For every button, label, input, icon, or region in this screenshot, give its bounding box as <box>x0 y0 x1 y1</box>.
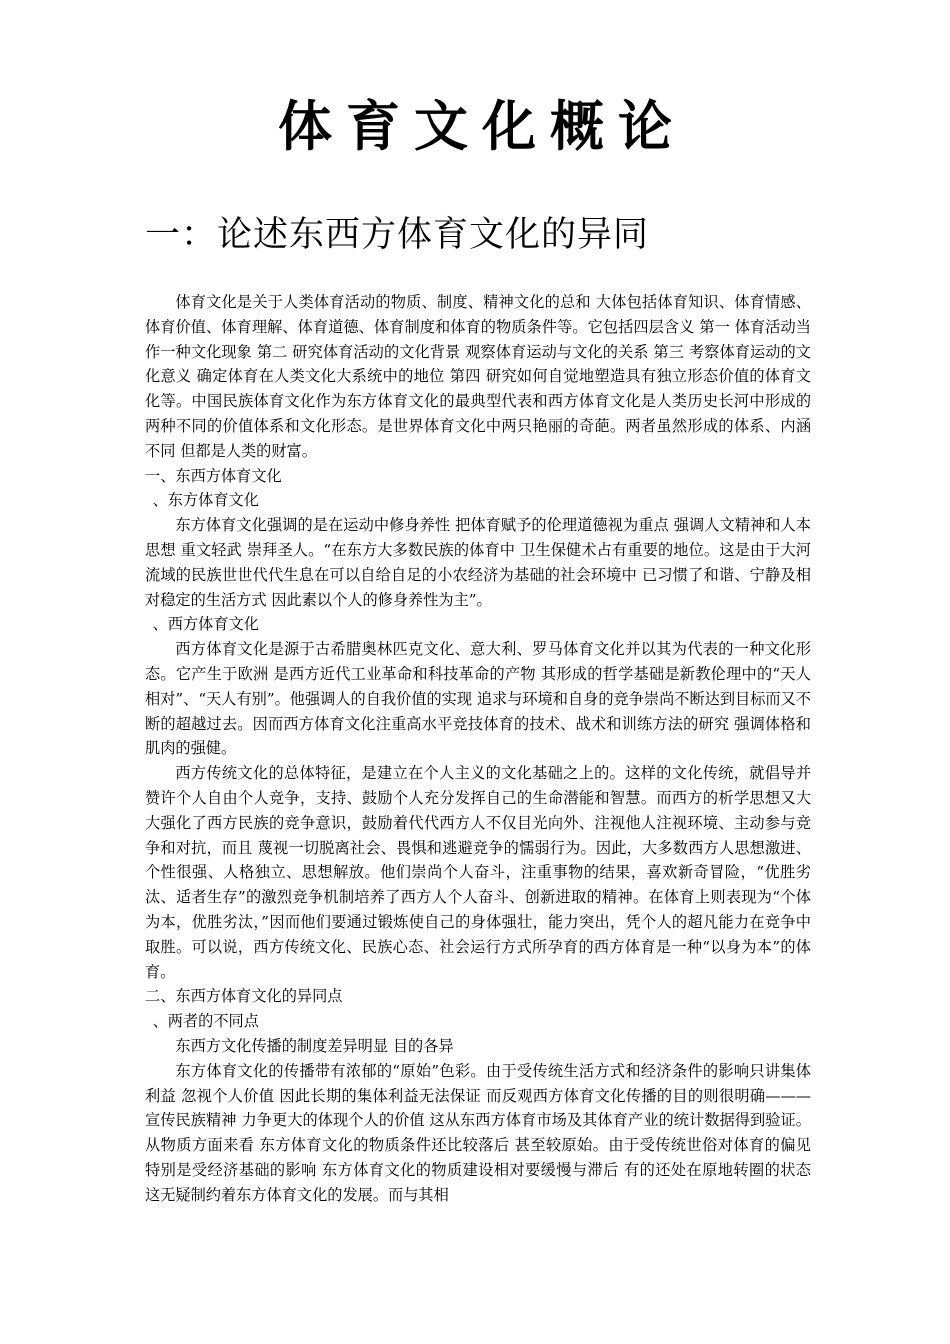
paragraph: 、两者的不同点 <box>152 1012 259 1031</box>
paragraph: 一、东西方体育文化 <box>145 466 282 485</box>
paragraph: 西方传统文化的总体特征，是建立在个人主义的文化基础之上的。这样的文化传统，就倡导并赞许个人自由个人竞争，支持、鼓励个人充分发挥自己的生命潜能和智慧。而西方的析学思想又大大强化了西方民族的竞争意识，鼓励着代代西方人不仅目光向外、注视他人注视环境、主动参与竞争和对抗，而且 蔑视一切脱离社会、畏惧和逃避竞争的懦弱行为。因此，大多数西方人思想激进、个性很强、人格独立、思想解放。他们崇尚个人奋斗，注重事物的结果，喜欢新奇冒险，“优胜劣汰、适者生存”的激烈竞争机制培养了西方人个人奋斗、创新进取的精神。在体育上则表现为“个体为本，优胜劣汰，”因而他们要通过锻炼使自己的身体强壮，能力突出，凭个人的超凡能力在竞争中取胜。可以说，西方传统文化、民族心态、社会运行方式所孕育的西方体育是一种“以身为本”的体育。 <box>145 764 811 981</box>
paragraph: 、东方体育文化 <box>152 491 259 510</box>
paragraph: 体育文化是关于人类体育活动的物质、制度、精神文化的总和 大体包括体育知识、体育情感、体育价值、体育理解、体育道德、体育制度和体育的物质条件等。它包括四层含义 第一 体育活动当作一种文化现象 第二 研究体育活动的文化背景 观察体育运动与文化的关系 第三 考察体育运动的文化意义 确定体育在人类文化大系统中的地位 第四 研究如何自觉地塑造具有独立形态价值的体育文化等。中国民族体育文化作为东方体育文化的最典型代表和西方体育文化是人类历史长河中形成的两种不同的价值体系和文化形态。是世界体育文化中两只艳丽的奇葩。两者虽然形成的体系、内涵不同 但都是人类的财富。 <box>145 293 811 460</box>
paragraph: 西方体育文化是源于古希腊奥林匹克文化、意大利、罗马体育文化并以其为代表的一种文化形态。它产生于欧洲 是西方近代工业革命和科技革命的产物 其形成的哲学基础是新教伦理中的“天人相对”、“天人有别”。他强调人的自我价值的实现 追求与环境和自身的竞争崇尚不断达到目标而又不断的超越过去。因而西方体育文化注重高水平竞技体育的技术、战术和训练方法的研究 强调体格和肌肉的强健。 <box>145 640 811 758</box>
paragraph: 东方体育文化强调的是在运动中修身养性 把体育赋予的伦理道德视为重点 强调人文精神和人本思想 重文轻武 崇拜圣人。“在东方大多数民族的体育中 卫生保健术占有重要的地位。这是由于大河流域的民族世世代代生息在可以自给自足的小农经济为基础的社会环境中 已习惯了和谐、宁静及相对稳定的生活方式 因此素以个人的修身养性为主”。 <box>145 516 811 609</box>
paragraph: 二、东西方体育文化的异同点 <box>145 987 343 1006</box>
document-title: 体育文化概论 <box>278 94 686 158</box>
document-body <box>145 290 811 1207</box>
section-heading: 一：论述东西方体育文化的异同 <box>145 215 650 255</box>
paragraph: 东方体育文化的传播带有浓郁的“原始”色彩。由于受传统生活方式和经济条件的影响只讲集体利益 忽视个人价值 因此长期的集体利益无法保证 而反观西方体育文化传播的目的则很明确———宣传民族精神 力争更大的体现个人的价值 这从东西方体育市场及其体育产业的统计数据得到验证。从物质方面来看 东方体育文化的物质条件还比较落后 甚至较原始。由于受传统世俗对体育的偏见 特别是受经济基础的影响 东方体育文化的物质建设相对要缓慢与滞后 有的还处在原地转圈的状态 这无疑制约着东方体育文化的发展。而与其相 <box>145 1061 811 1204</box>
paragraph: 、西方体育文化 <box>152 615 259 634</box>
paragraph: 东西方文化传播的制度差异明显 目的各异 <box>175 1036 454 1055</box>
